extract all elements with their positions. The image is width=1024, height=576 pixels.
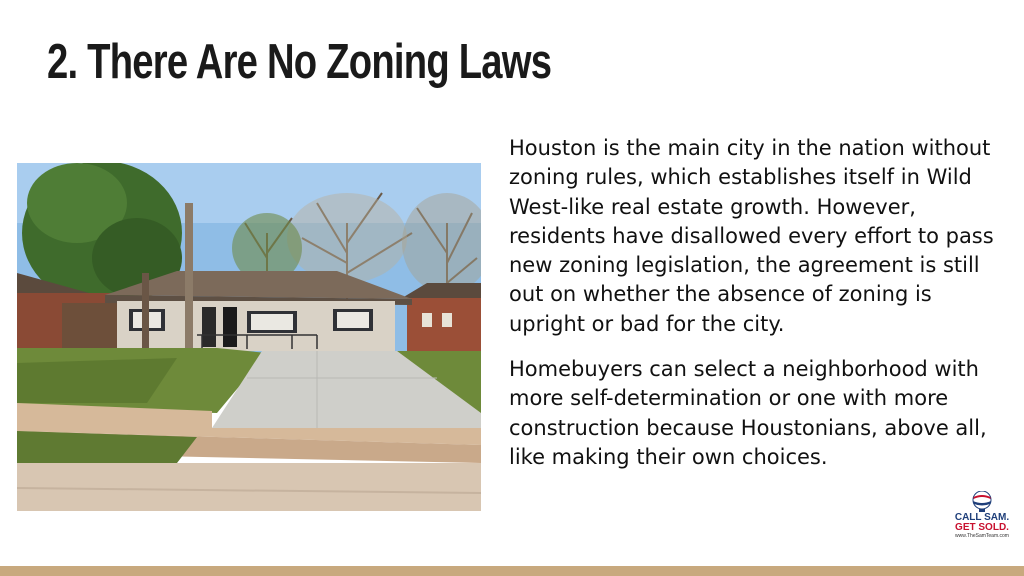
company-logo	[949, 491, 1015, 549]
slide-title: 2. There Are No Zoning Laws	[47, 35, 552, 89]
footer-bar	[0, 566, 1024, 576]
balloon-icon	[972, 491, 992, 513]
logo-url: www.TheSamTeam.com	[955, 533, 1009, 539]
logo-line-2: GET SOLD.	[955, 522, 1009, 533]
body-text	[509, 134, 999, 488]
paragraph-1: Houston is the main city in the nation without zoning rules, which establishes itself in Wild West-like real estate growth. However, residents have disallowed every effort to pass new zoning legislation, the agreement is still out on whether the absence of zoning is upright or bad for the city.	[509, 136, 994, 336]
house-photo	[17, 163, 481, 511]
logo-line-1: CALL SAM.	[954, 512, 1010, 523]
paragraph-2: Homebuyers can select a neighborhood with more self-determination or one with more construction because Houstonians, above all, like making their own choices.	[509, 357, 987, 469]
